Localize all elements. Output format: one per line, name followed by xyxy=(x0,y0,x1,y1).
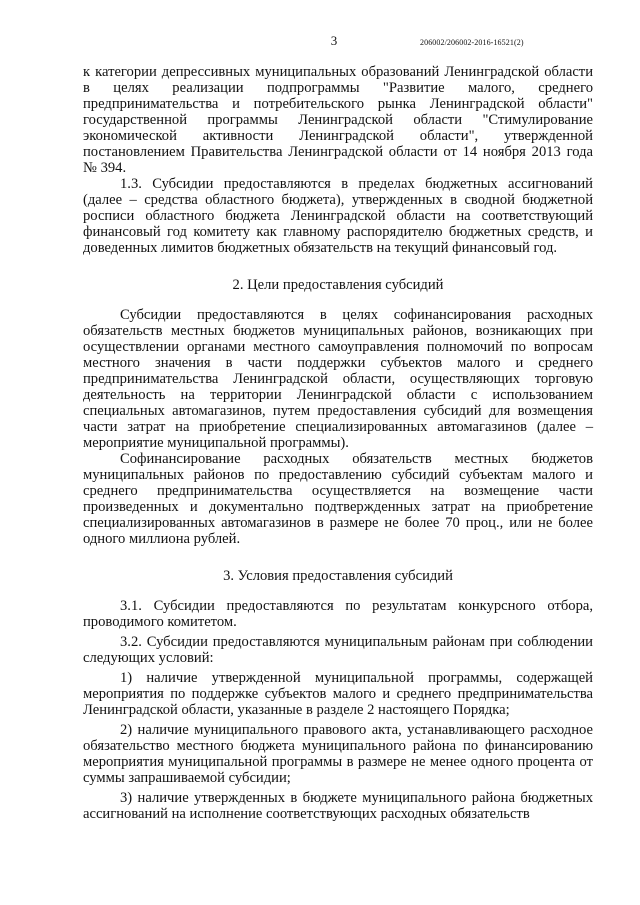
paragraph-section-2-2: Софинансирование расходных обязательств местных бюджетов муниципальных районов по предоставлению субсидий субъектам малого и среднего предпринимательства осуществляется на возмещение части произведенных и документально подтвержденных затрат на приобретение специализированных автомагазинов в размере не более 70 проц., или не более одного миллиона рублей. xyxy=(83,451,593,547)
paragraph-3-2-item-2: 2) наличие муниципального правового акта, устанавливающего расходное обязательство местного бюджета муниципального района по финансированию мероприятия муниципальной программы в размере не менее одного процента от суммы запрашиваемой субсидии; xyxy=(83,722,593,786)
paragraph-3-2-item-3: 3) наличие утвержденных в бюджете муниципального района бюджетных ассигнований на исполнение соответствующих расходных обязательств xyxy=(83,790,593,822)
paragraph-3-2-item-1: 1) наличие утвержденной муниципальной программы, содержащей мероприятия по поддержке субъектов малого и среднего предпринимательства Ленинградской области, указанные в разделе 2 настоящего Порядка; xyxy=(83,670,593,718)
page-number: 3 xyxy=(330,33,338,48)
section-2-heading: 2. Цели предоставления субсидий xyxy=(232,277,444,293)
paragraph-3-1: 3.1. Субсидии предоставляются по результатам конкурсного отбора, проводимого комитетом. xyxy=(83,598,593,630)
section-3-heading: 3. Условия предоставления субсидий xyxy=(223,568,453,584)
document-id: 206002/206002-2016-16521(2) xyxy=(420,38,524,47)
paragraph-1-3: 1.3. Субсидии предоставляются в пределах бюджетных ассигнований (далее – средства областного бюджета), утвержденных в сводной бюджетной росписи областного бюджета Ленинградской области на соответствующий финансовый год комитету как главному распорядителю бюджетных средств, и доведенных лимитов бюджетных обязательств на текущий финансовый год. xyxy=(83,176,593,256)
document-body xyxy=(83,64,593,822)
paragraph-3-2: 3.2. Субсидии предоставляются муниципальным районам при соблюдении следующих условий: xyxy=(83,634,593,666)
paragraph-section-2-1: Субсидии предоставляются в целях софинансирования расходных обязательств местных бюджетов муниципальных районов, возникающих при осуществлении органами местного самоуправления полномочий по вопросам местного значения в части поддержки субъектов малого и среднего предпринимательства Ленинградской области, осуществляющих торговую деятельность на территории Ленинградской области с использованием специальных автомагазинов, путем предоставления субсидий для возмещения части затрат на приобретение специализированных автомагазинов (далее – мероприятие муниципальной программы). xyxy=(83,307,593,451)
paragraph-intro: к категории депрессивных муниципальных образований Ленинградской области в целях реализации подпрограммы "Развитие малого, среднего предпринимательства и потребительского рынка Ленинградской области" государственной программы Ленинградской области "Стимулирование экономической активности Ленинградской области", утвержденной постановлением Правительства Ленинградской области от 14 ноября 2013 года № 394. xyxy=(83,64,593,176)
